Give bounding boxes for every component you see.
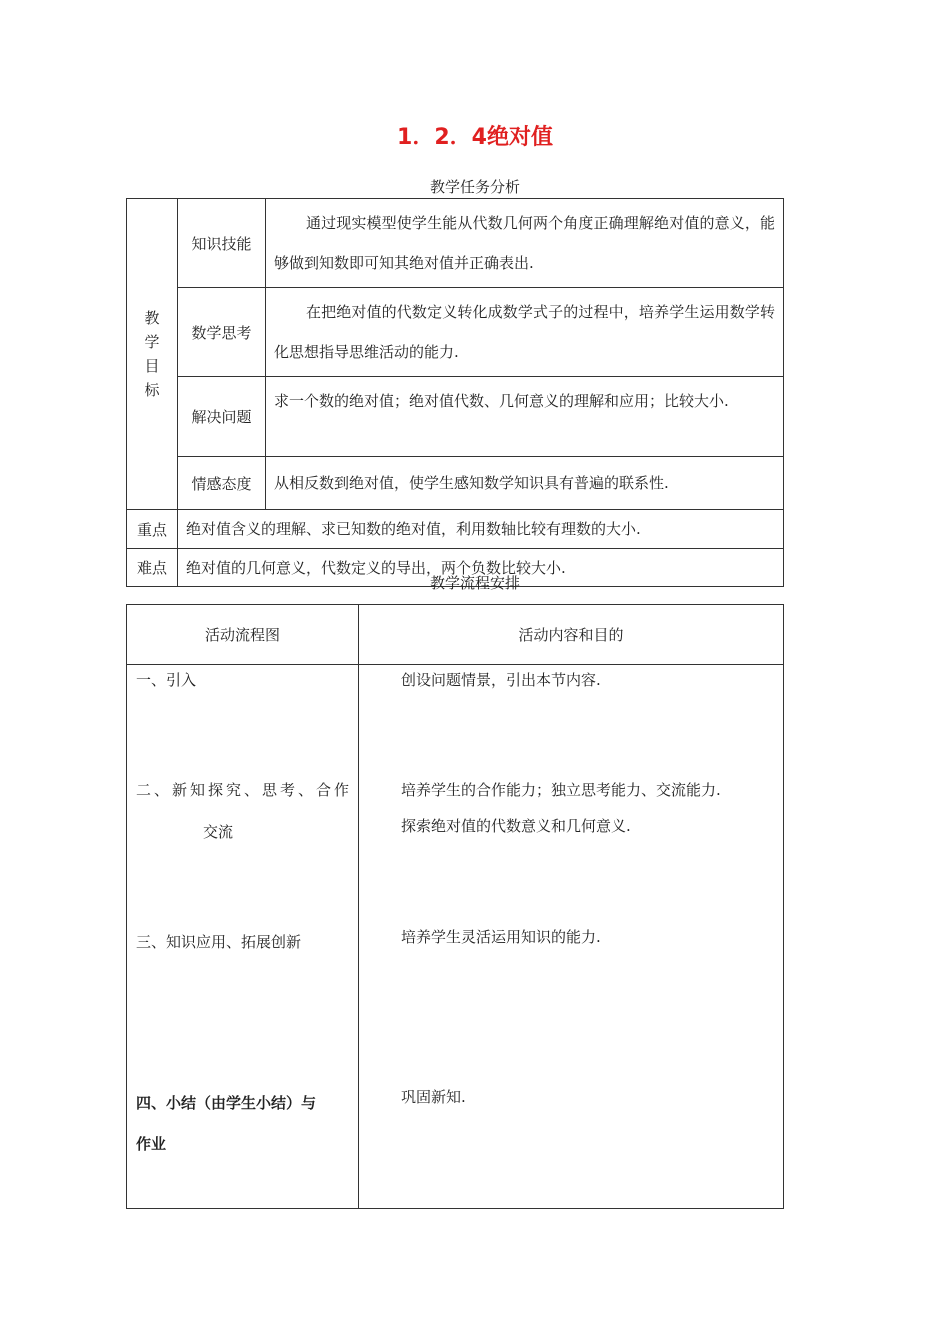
key-point-label: 重点 bbox=[127, 510, 178, 549]
step-3-content: 培养学生灵活运用知识的能力. bbox=[401, 928, 601, 946]
table-row bbox=[127, 199, 784, 288]
goal-label: 知识技能 bbox=[178, 199, 266, 288]
table-row bbox=[127, 510, 784, 549]
goal-text: 从相反数到绝对值，使学生感知数学知识具有普遍的联系性. bbox=[266, 457, 784, 510]
task-analysis-caption: 教学任务分析 bbox=[429, 178, 520, 196]
table-row bbox=[127, 457, 784, 510]
goal-text: 求一个数的绝对值；绝对值代数、几何意义的理解和应用；比较大小. bbox=[266, 377, 784, 457]
goal-label: 数学思考 bbox=[178, 288, 266, 377]
header-left: 活动流程图 bbox=[127, 605, 359, 665]
process-caption: 教学流程安排 bbox=[429, 574, 520, 592]
step-2-label-cont: 交流 bbox=[203, 823, 234, 841]
page-title: 1．2．4绝对值 bbox=[397, 125, 553, 150]
step-2-content: 培养学生的合作能力；独立思考能力、交流能力. bbox=[401, 781, 721, 799]
step-4-label-cont: 作业 bbox=[136, 1135, 167, 1153]
process-table bbox=[126, 604, 784, 1209]
flow-content-cell bbox=[359, 665, 784, 1209]
task-analysis-table bbox=[126, 198, 784, 587]
table-row bbox=[127, 288, 784, 377]
header-right: 活动内容和目的 bbox=[359, 605, 784, 665]
difficulty-text: 绝对值的几何意义，代数定义的导出，两个负数比较大小. bbox=[178, 549, 784, 587]
step-1-label: 一、引入 bbox=[136, 671, 197, 689]
goal-text: 通过现实模型使学生能从代数几何两个角度正确理解绝对值的意义，能够做到知数即可知其绝对值并正确表出. bbox=[266, 199, 784, 288]
step-4-content: 巩固新知. bbox=[401, 1088, 466, 1106]
goal-label: 解决问题 bbox=[178, 377, 266, 457]
difficulty-label: 难点 bbox=[127, 549, 178, 587]
step-2-content-cont: 探索绝对值的代数意义和几何意义. bbox=[401, 817, 631, 835]
step-3-label: 三、知识应用、拓展创新 bbox=[136, 933, 302, 951]
goal-text: 在把绝对值的代数定义转化成数学式子的过程中，培养学生运用数学转化思想指导思维活动的能力. bbox=[266, 288, 784, 377]
step-2-label: 二、新知探究、思考、合作 bbox=[136, 781, 353, 799]
goal-label: 情感态度 bbox=[178, 457, 266, 510]
goals-category-cell: 教 学 目 标 bbox=[127, 199, 178, 510]
step-4-label: 四、小结（由学生小结）与 bbox=[136, 1094, 317, 1112]
table-row bbox=[127, 377, 784, 457]
flow-steps-cell bbox=[127, 665, 359, 1209]
table-row bbox=[127, 665, 784, 1209]
key-point-text: 绝对值含义的理解、求已知数的绝对值，利用数轴比较有理数的大小. bbox=[178, 510, 784, 549]
table-row bbox=[127, 605, 784, 665]
step-1-content: 创设问题情景，引出本节内容. bbox=[401, 671, 601, 689]
